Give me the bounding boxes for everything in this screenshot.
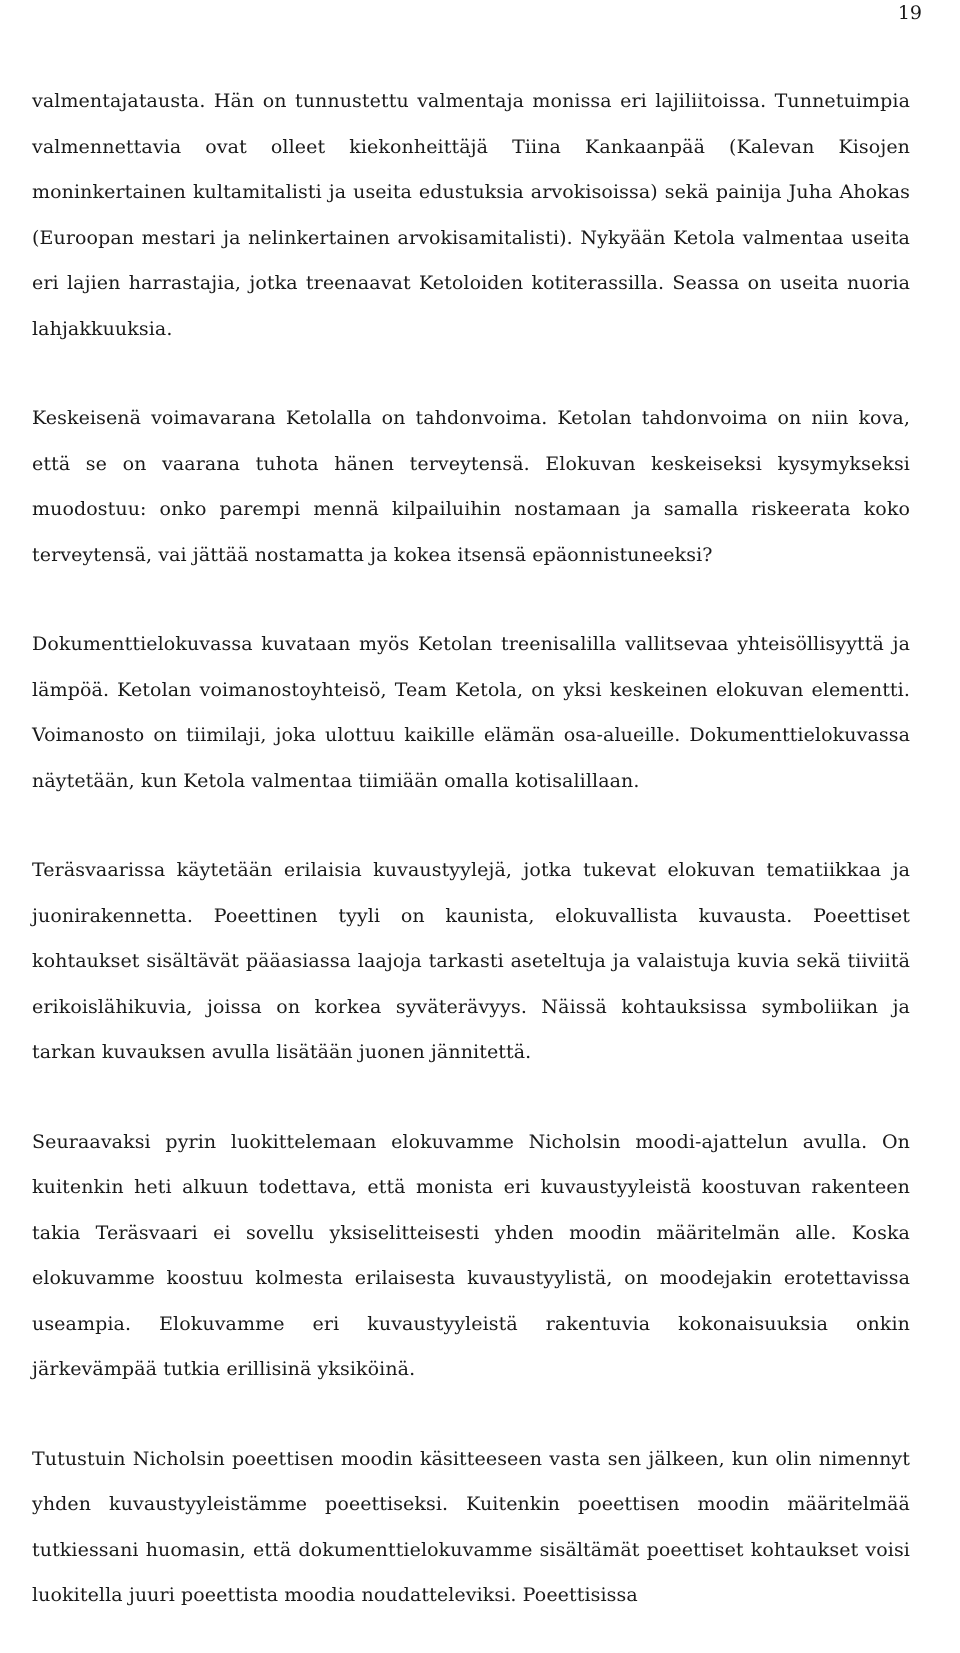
- paragraph-4: Teräsvaarissa käytetään erilaisia kuvaustyylejä, jotka tukevat elokuvan tematiikkaa ja juonirakennetta. Poeettinen tyyli on kaunista, elokuvallista kuvausta. Poeettiset kohtaukset sisältävät pääasiassa laajoja tarkasti aseteltuja ja valaistuja kuvia sekä tiiviitä erikoislähikuvia, joissa on korkea syväterävyys. Näissä kohtauksissa symboliikan ja tarkan kuvauksen avulla lisätään juonen jännitettä.: [32, 859, 910, 1063]
- paragraph-3: Dokumenttielokuvassa kuvataan myös Ketolan treenisalilla vallitsevaa yhteisöllisyyttä ja lämpöä. Ketolan voimanostoyhteisö, Team Ketola, on yksi keskeinen elokuvan elementti. Voimanosto on tiimilaji, joka ulottuu kaikille elämän osa-alueille. Dokumenttielokuvassa näytetään, kun Ketola valmentaa tiimiään omalla kotisalillaan.: [32, 633, 910, 792]
- paragraph-5: Seuraavaksi pyrin luokittelemaan elokuvamme Nicholsin moodi-ajattelun avulla. On kuitenkin heti alkuun todettava, että monista eri kuvaustyyleistä koostuvan rakenteen takia Teräsvaari ei sovellu yksiselitteisesti yhden moodin määritelmän alle. Koska elokuvamme koostuu kolmesta erilaisesta kuvaustyylistä, on moodejakin erotettavissa useampia. Elokuvamme eri kuvaustyyleistä rakentuvia kokonaisuuksia onkin järkevämpää tutkia erillisinä yksiköinä.: [32, 1130, 910, 1380]
- paragraph-1: valmentajatausta. Hän on tunnustettu valmentaja monissa eri lajiliitoissa. Tunnetuimpia valmennettavia ovat olleet kiekonheittäjä Tiina Kankaanpää (Kalevan Kisojen moninkertainen kultamitalisti ja useita edustuksia arvokisoissa) sekä painija Juha Ahokas (Euroopan mestari ja nelinkertainen arvokisamitalisti). Nykyään Ketola valmentaa useita eri lajien harrastajia, jotka treenaavat Ketoloiden kotiterassilla. Seassa on useita nuoria lahjakkuuksia.: [32, 90, 910, 340]
- body-text: [32, 79, 910, 1619]
- paragraph-6: Tutustuin Nicholsin poeettisen moodin käsitteeseen vasta sen jälkeen, kun olin nimennyt yhden kuvaustyyleistämme poeettiseksi. Kuitenkin poeettisen moodin määritelmää tutkiessani huomasin, että dokumenttielokuvamme sisältämät poeettiset kohtaukset voisi luokitella juuri poeettista moodia noudatteleviksi. Poeettisissa: [32, 1447, 910, 1606]
- page-number: 19: [897, 2, 922, 24]
- paragraph-2: Keskeisenä voimavarana Ketolalla on tahdonvoima. Ketolan tahdonvoima on niin kova, että se on vaarana tuhota hänen terveytensä. Elokuvan keskeiseksi kysymykseksi muodostuu: onko parempi mennä kilpailuihin nostamaan ja samalla riskeerata koko terveytensä, vai jättää nostamatta ja kokea itsensä epäonnistuneeksi?: [32, 407, 910, 566]
